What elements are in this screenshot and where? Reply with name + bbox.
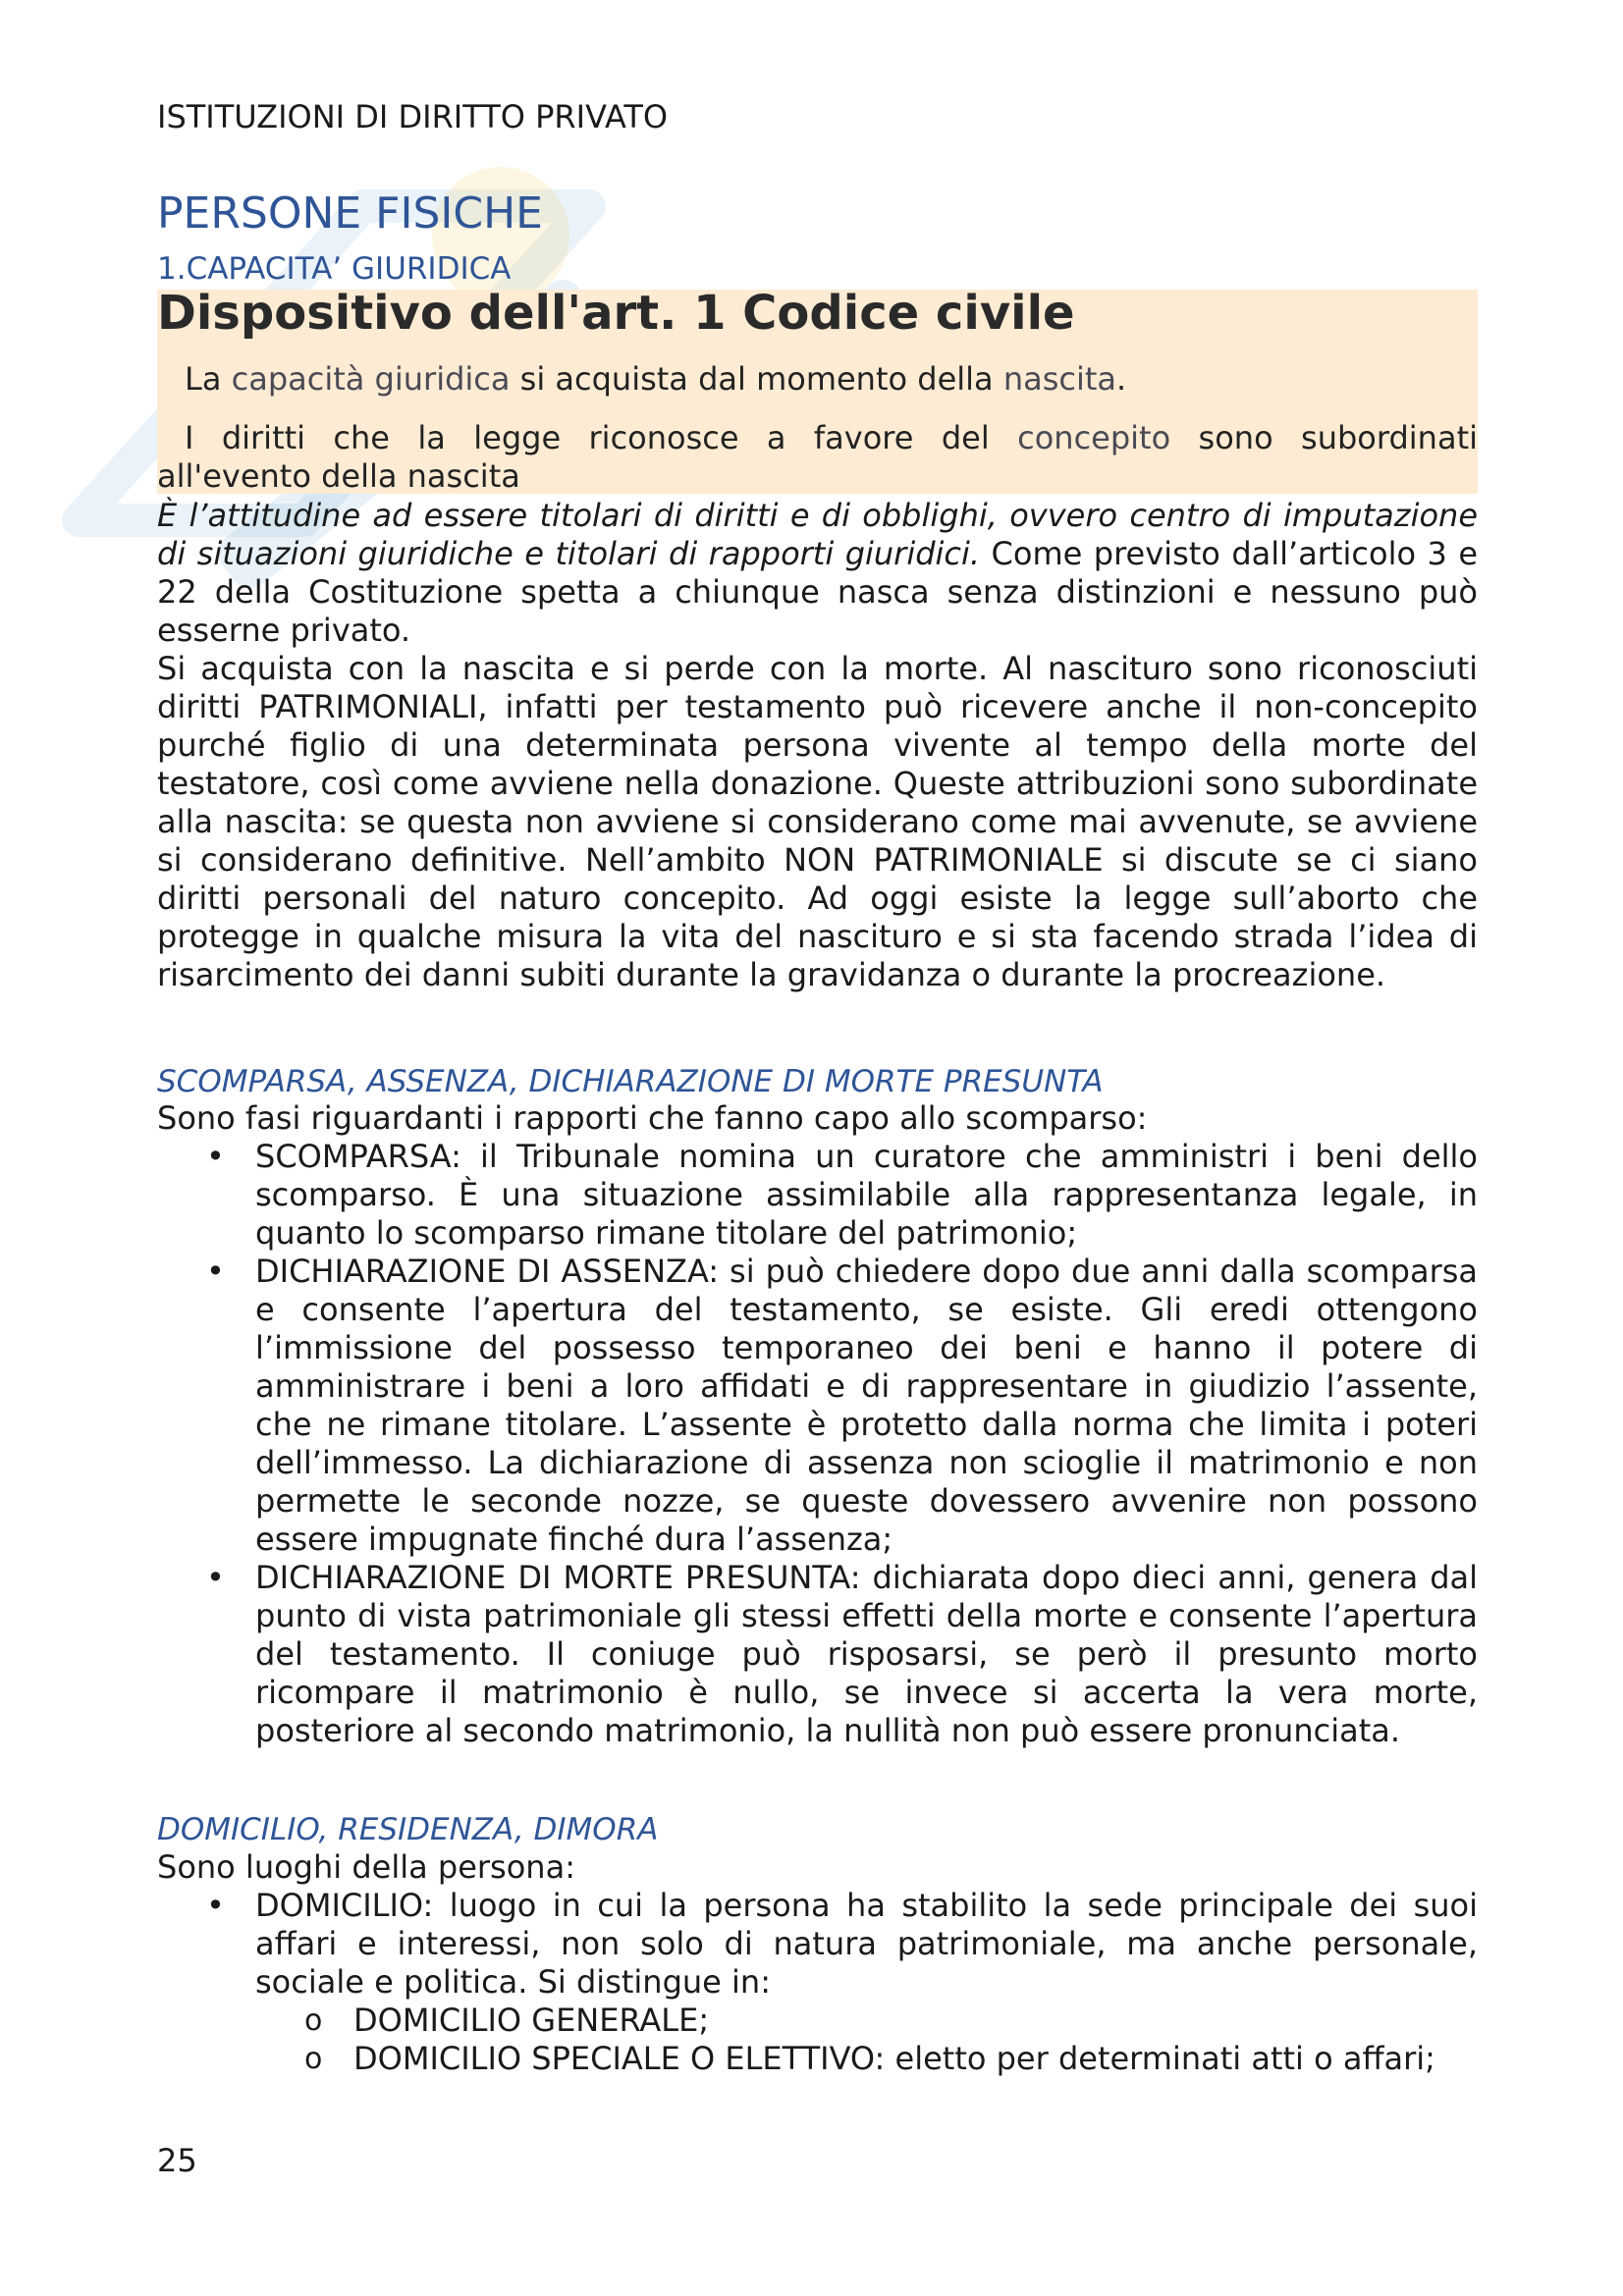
sub-list-item: o DOMICILIO GENERALE; [304, 2002, 710, 2039]
keyword-link[interactable]: concepito [1017, 419, 1171, 456]
bullet-list [157, 1138, 1478, 1750]
body-paragraphs [157, 497, 1478, 994]
quote-box-paragraph-1: La capacità giuridica si acquista dal momento della nascita. [185, 360, 1127, 398]
running-header: ISTITUZIONI DI DIRITTO PRIVATO [157, 98, 669, 135]
section-title-scomparsa: SCOMPARSA, ASSENZA, DICHIARAZIONE DI MORTE PRESUNTA [157, 1064, 1104, 1099]
bullet-icon: • [206, 1887, 225, 1924]
paragraph: È l’attitudine ad essere titolari di diritti e di obblighi, ovvero centro di imputazione di situazioni giuridiche e titolari di rapporti giuridici. Come previsto dall’articolo 3 e 22 della Costituzione spetta a chiunque nasca senza distinzioni e nessuno può esserne privato. [157, 497, 1479, 649]
quote-box-title: Dispositivo dell'art. 1 Codice civile [157, 286, 1075, 341]
keyword-link[interactable]: capacità giuridica [231, 360, 511, 398]
bullet-list [157, 1887, 1478, 2002]
bullet-icon: • [206, 1559, 225, 1596]
bullet-icon: • [206, 1253, 225, 1290]
list-item: • DICHIARAZIONE DI ASSENZA: si può chiedere dopo due anni dalla scomparsa e consente l’apertura del testamento, se esiste. Gli eredi ottengono l’immissione del possesso temporaneo dei beni e hanno il potere di amministrare i beni a loro affidati e di rappresentare in giudizio l’assente, che ne rimane titolare. L’assente è protetto dalla norma che limita i poteri dell’immesso. La dichiarazione di assenza non scioglie il matrimonio e non permette le seconde nozze, se queste dovessero avvenire non possono essere impugnate finché dura l’assenza; [206, 1253, 1478, 1558]
section-title-domicilio: DOMICILIO, RESIDENZA, DIMORA [157, 1812, 659, 1847]
list-item: • DICHIARAZIONE DI MORTE PRESUNTA: dichiarata dopo dieci anni, genera dal punto di vista patrimoniale gli stessi effetti della morte e consente l’apertura del testamento. Il coniuge può risposarsi, se però il presunto morto ricompare il matrimonio è nullo, se invece si accerta la vera morte, posteriore al secondo matrimonio, la nullità non può essere pronunciata. [206, 1559, 1478, 1749]
chapter-heading: PERSONE FISICHE [157, 188, 543, 239]
section-intro: Sono luoghi della persona: [157, 1848, 575, 1886]
sub-list [157, 2002, 1478, 2078]
bullet-icon: • [206, 1138, 225, 1175]
sub-bullet-icon: o [304, 2042, 323, 2076]
sub-bullet-icon: o [304, 2003, 323, 2038]
list-item: • SCOMPARSA: il Tribunale nomina un curatore che amministri i beni dello scomparso. È una situazione assimilabile alla rappresentanza legale, in quanto lo scomparso rimane titolare del patrimonio; [206, 1138, 1478, 1252]
sub-list-item: o DOMICILIO SPECIALE O ELETTIVO: eletto per determinati atti o affari; [304, 2040, 1435, 2077]
section-heading: 1.CAPACITA’ GIURIDICA [157, 251, 512, 287]
quote-box-paragraph-2: I diritti che la legge riconosce a favore del concepito sono subordinati all'evento della nascita [157, 419, 1479, 495]
list-item: • DOMICILIO: luogo in cui la persona ha stabilito la sede principale dei suoi affari e interessi, non solo di natura patrimoniale, ma anche personale, sociale e politica. Si distingue in: [206, 1887, 1478, 2001]
section-intro: Sono fasi riguardanti i rapporti che fanno capo allo scomparso: [157, 1099, 1148, 1137]
keyword-link[interactable]: nascita [1002, 360, 1117, 398]
page-number: 25 [157, 2142, 197, 2179]
paragraph: Si acquista con la nascita e si perde con la morte. Al nascituro sono riconosciuti diritti PATRIMONIALI, infatti per testamento può ricevere anche il non-concepito purché figlio di una determinata persona vivente al tempo della morte del testatore, così come avviene nella donazione. Queste attribuzioni sono subordinate alla nascita: se questa non avviene si considerano come mai avvenute, se avviene si considerano definitive. Nell’ambito NON PATRIMONIALE si discute se ci siano diritti personali del naturo concepito. Ad oggi esiste la legge sull’aborto che protegge in qualche misura la vita del nascituro e si sta facendo strada l’idea di risarcimento dei danni subiti durante la gravidanza o durante la procreazione. [157, 650, 1478, 993]
